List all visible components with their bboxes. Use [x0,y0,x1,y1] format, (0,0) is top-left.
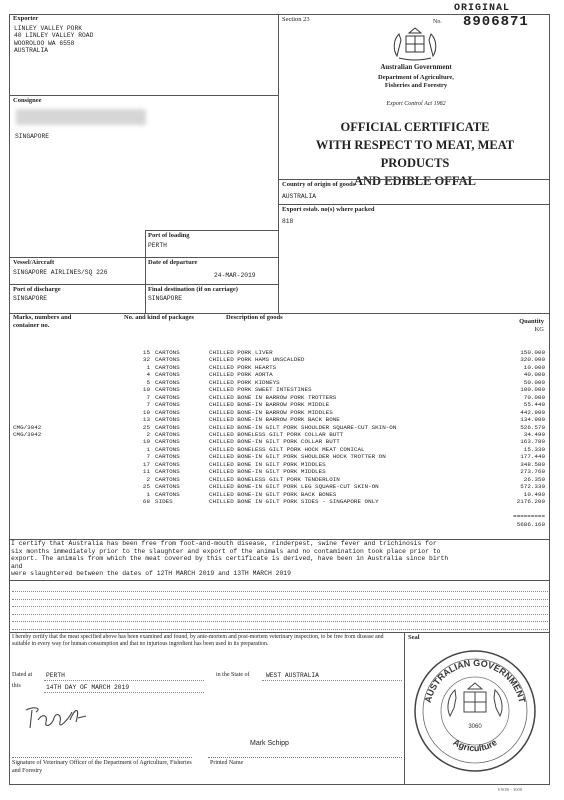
form-code: E9OR - 3008 [498,787,522,792]
consignee-country: SINGAPORE [15,133,50,140]
dotted-line [12,616,548,622]
consignee-label: Consignee [13,97,42,104]
quantity-cell: 320.000 [520,356,545,364]
package-kind-cell: CARTONS [155,460,180,468]
quantity-cell: 10.490 [523,490,545,498]
description-cell: CHILLED PORK SWEET INTESTINES [209,386,312,394]
state-value: WEST AUSTRALIA [266,672,319,679]
quantity-cell: 55.440 [523,401,545,409]
package-kind-cell: CARTONS [155,430,180,438]
description-cell: CHILLED BONE-IN GILT PORK LEG SQUARE-CUT SKIN-ON [209,483,379,491]
table-row [0,416,552,423]
package-kind-cell: CARTONS [155,356,180,364]
package-kind-cell: CARTONS [155,386,180,394]
package-count-cell: 25 [142,483,150,491]
table-row [0,364,552,371]
package-count-cell: 7 [146,401,150,409]
table-row [0,483,552,490]
quantity-cell: 15.330 [523,445,545,453]
department-label: Department of Agriculture, Fisheries and Forestry [378,74,454,89]
signature-label: Signature of Veterinary Officer of the Department of Agriculture, Fisheries and Forestry [12,760,192,774]
quantity-cell: 26.350 [523,475,545,483]
package-count-cell: 10 [142,438,150,446]
quantity-cell: 442.900 [520,408,545,416]
quantity-cell: 100.000 [520,386,545,394]
package-count-cell: 7 [146,453,150,461]
description-cell: CHILLED BONE-IN BARROW PORK MIDDLE [209,401,330,409]
description-cell: CHILLED PORK HEARTS [209,363,277,371]
table-row [0,394,552,401]
marks-header: Marks, numbers and container no. [13,314,72,329]
package-count-cell: 1 [146,445,150,453]
package-count-cell: 19 [142,408,150,416]
description-cell: CHILLED PORK LIVER [209,349,273,356]
table-row [0,424,552,431]
description-cell: CHILLED BONE-IN BARROW PORK BACK BONE [209,416,340,424]
description-cell: CHILLED PORK AORTA [209,371,273,379]
act-label: Export Control Act 1982 [386,101,446,107]
final-destination-label: Final destination (if on carriage) [148,286,238,293]
consignee-redacted [16,109,146,125]
table-row [0,468,552,475]
description-cell: CHILLED PORK HAMS UNSCALDED [209,356,305,364]
quantity-cell: 134.900 [520,416,545,424]
certification-text: I hereby certify that the meat specified above has been examined and found, by ante-mortem and post-mortem veterinary inspection, to be free from disease and suitable in every way for human consumption and that no injurious ingredient has been used in its preparation. [12,634,384,648]
certificate-title: OFFICIAL CERTIFICATE WITH RESPECT TO MEAT, MEAT PRODUCTS AND EDIBLE OFFAL [315,120,515,188]
dotted-line [12,594,548,600]
description-cell: CHILLED PORK KIDNEYS [209,378,280,386]
package-kind-cell: CARTONS [155,423,180,431]
printed-name-label: Printed Name [210,760,244,766]
description-cell: CHILLED BONE IN BARROW PORK TROTTERS [209,393,337,401]
package-kind-cell: CARTONS [155,438,180,446]
package-count-cell: 4 [146,371,150,379]
package-count-cell: 1 [146,490,150,498]
table-row [0,476,552,483]
description-cell: CHILLED BONE-IN GILT PORK BACK BONES [209,490,337,498]
marks-cell: CMG/3942 [13,430,42,438]
package-kind-cell: CARTONS [155,401,180,409]
package-kind-cell: CARTONS [155,475,180,483]
package-count-cell: 10 [142,386,150,394]
package-count-cell: 32 [142,356,150,364]
package-kind-cell: CARTONS [155,408,180,416]
official-seal [410,646,540,776]
table-row [0,409,552,416]
departure-label: Date of departure [148,259,198,266]
table-row [0,371,552,378]
quantity-header: Quantity KG [519,318,544,333]
package-count-cell: 68 [142,498,150,505]
dotted-line [12,601,548,607]
package-count-cell: 2 [146,430,150,438]
description-cell: CHILLED BONELESS GILT PORK HOCK MEAT CONICAL [209,445,365,453]
total-quantity: 5686.160 [516,521,545,528]
package-count-cell: 25 [142,423,150,431]
package-kind-cell: CARTONS [155,393,180,401]
original-stamp: ORIGINAL [454,3,511,14]
package-count-cell: 15 [142,349,150,356]
port-discharge-label: Port of discharge [13,286,61,293]
state-label: in the State of [216,672,250,678]
package-count-cell: 7 [146,393,150,401]
estab-value: 818 [282,218,294,225]
quantity-cell: 10.000 [523,363,545,371]
description-cell: CHILLED BONE-IN GILT PORK MIDDLES [209,468,326,476]
total-rule: ========= [513,513,545,520]
description-cell: CHILLED BONE IN GILT PORK SIDES - SINGAPORE ONLY [209,498,379,505]
packages-header: No. and kind of packages [124,314,194,321]
description-cell: CHILLED BONE-IN BARROW PORK MIDDLES [209,408,333,416]
dotted-line [12,624,548,630]
package-count-cell: 5 [146,378,150,386]
table-row [0,386,552,393]
origin-label: Country of origin of goods [282,181,356,188]
origin-value: AUSTRALIA [282,193,317,200]
table-row [0,379,552,386]
quantity-cell: 150.000 [520,349,545,356]
table-row [0,461,552,468]
officer-signature [22,700,92,734]
exporter-address: LINLEY VALLEY PORK 40 LINLEY VALLEY ROAD WOOROLOO WA 6558 AUSTRALIA [14,25,94,55]
description-cell: CHILLED BONE-IN GILT PORK SHOULDER SQUARE-CUT SKIN-ON [209,423,397,431]
table-row [0,438,552,445]
package-kind-cell: CARTONS [155,490,180,498]
package-kind-cell: CARTONS [155,349,180,356]
exporter-label: Exporter [13,15,39,22]
this-value: 14TH DAY OF MARCH 2019 [46,684,130,691]
package-count-cell: 2 [146,475,150,483]
dotted-line [12,586,548,592]
package-kind-cell: CARTONS [155,371,180,379]
package-count-cell: 11 [142,468,150,476]
table-row [0,401,552,408]
package-count-cell: 17 [142,460,150,468]
package-kind-cell: CARTONS [155,453,180,461]
description-cell: CHILLED BONELESS GILT PORK COLLAR BUTT [209,430,344,438]
description-cell: CHILLED BONE-IN GILT PORK SHOULDER HOCK TROTTER ON [209,453,386,461]
description-cell: CHILLED BONE IN GILT PORK MIDDLES [209,460,326,468]
quantity-cell: 572.330 [520,483,545,491]
seal-label: Seal [408,634,420,641]
departure-value: 24-MAR-2019 [214,272,256,279]
vessel-label: Vessel/Aircraft [13,259,55,266]
marks-cell: CMG/3942 [13,423,42,431]
package-kind-cell: CARTONS [155,468,180,476]
package-kind-cell: SIDES [155,498,173,505]
quantity-cell: 273.760 [520,468,545,476]
estab-label: Export estab. no(s) where packed [282,206,375,213]
package-count-cell: 1 [146,363,150,371]
description-cell: CHILLED BONE-IN GILT PORK COLLAR BUTT [209,438,340,446]
final-destination-value: SINGAPORE [148,295,183,302]
this-label: this [12,683,21,689]
table-row [0,491,552,498]
quantity-cell: 50.000 [523,378,545,386]
coat-of-arms-emblem [389,26,441,62]
table-row [0,453,552,460]
goods-table [0,349,564,519]
package-count-cell: 13 [142,416,150,424]
package-kind-cell: CARTONS [155,363,180,371]
table-row [0,349,552,356]
package-kind-cell: CARTONS [155,445,180,453]
table-row [0,356,552,363]
section-label: Section 23 [282,16,310,23]
printed-name: Mark Schipp [250,740,289,747]
description-header: Description of goods [226,314,283,321]
quantity-cell: 163.780 [520,438,545,446]
seal-top-text: AUSTRALIAN GOVERNMENT [422,657,528,704]
quantity-cell: 177.440 [520,453,545,461]
vessel-value: SINGAPORE AIRLINES/SQ 226 [13,269,108,276]
certificate-no-label: No. [433,19,442,25]
quantity-cell: 526.570 [520,423,545,431]
quantity-cell: 348.580 [520,460,545,468]
port-discharge-value: SINGAPORE [13,295,48,302]
dated-at-value: PERTH [46,672,65,679]
certificate-number: 8906871 [463,14,529,30]
seal-number: 3060 [468,724,482,730]
table-row [0,431,552,438]
port-loading-value: PERTH [148,242,167,249]
description-cell: CHILLED BONELESS GILT PORK TENDERLOIN [209,475,340,483]
table-row [0,446,552,453]
quantity-cell: 70.000 [523,393,545,401]
seal-bottom-text: Agriculture [451,737,499,754]
dated-at-label: Dated at [12,672,33,678]
package-kind-cell: CARTONS [155,378,180,386]
quantity-cell: 40.000 [523,371,545,379]
quantity-cell: 2176.200 [516,498,545,505]
package-kind-cell: CARTONS [155,483,180,491]
animal-health-statement: I certify that Australia has been free from foot-and-mouth disease, rinderpest, swine fever and trichinosis for six months immediately prior to the slaughter and export of the animals and no contamination took place prior to export. The animals from which the meat covered by this certificate is derived, have been in Australia since birth and were slaughtered between the dates of 12TH MARCH 2019 and 13TH MARCH 2019 [11,540,449,578]
package-kind-cell: CARTONS [155,416,180,424]
quantity-cell: 34.490 [523,430,545,438]
dotted-line [12,609,548,615]
table-row [0,498,552,505]
australian-government-label: Australian Government [380,63,452,71]
port-loading-label: Port of loading [148,232,190,239]
